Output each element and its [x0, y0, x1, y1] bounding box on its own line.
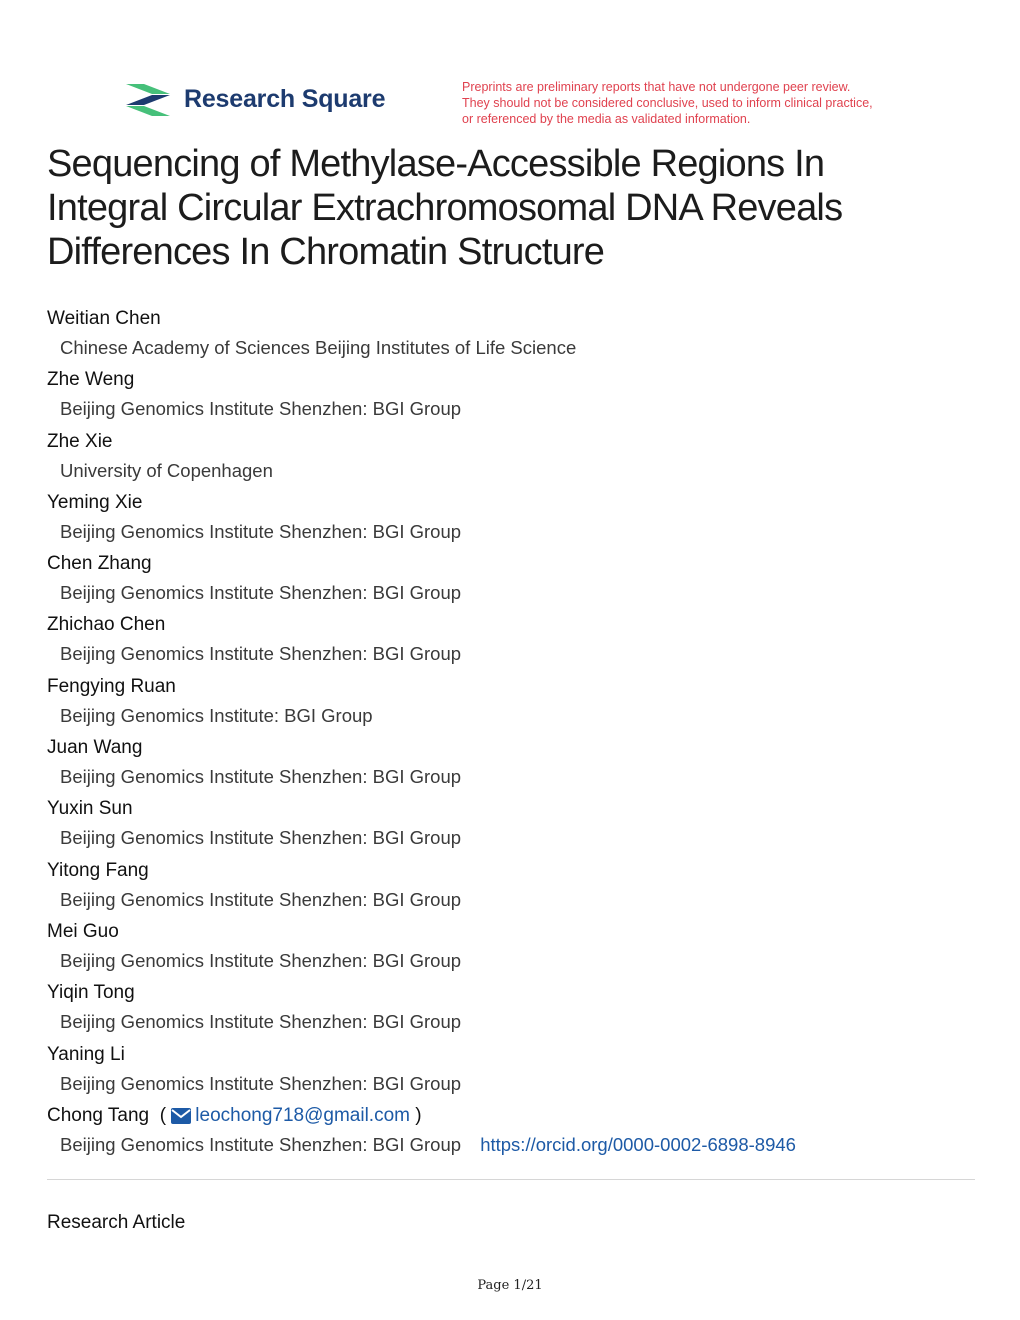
author-name: Zhichao Chen [47, 614, 166, 636]
author-name: Yuxin Sun [47, 798, 133, 820]
author-affiliation: Beijing Genomics Institute Shenzhen: BGI Group [60, 1072, 462, 1094]
author-name: Yaning Li [47, 1043, 125, 1065]
disclaimer-line: Preprints are preliminary reports that have not undergone peer review. [462, 80, 851, 94]
author-list [47, 306, 977, 1164]
author-entry [47, 612, 977, 673]
preprint-disclaimer [462, 79, 932, 127]
author-entry [47, 735, 977, 796]
author-name: Juan Wang [47, 737, 143, 759]
author-name: Weitian Chen [47, 308, 161, 329]
author-entry [47, 674, 977, 735]
title-line: Integral Circular Extrachromosomal DNA Reveals [47, 187, 843, 229]
corresponding-author-entry [47, 1103, 977, 1164]
author-email-link[interactable] [171, 1105, 415, 1126]
research-square-logo-icon [124, 82, 172, 116]
author-affiliation: Beijing Genomics Institute Shenzhen: BGI Group [60, 520, 462, 542]
close-paren: ) [415, 1104, 422, 1126]
title-line: Differences In Chromatin Structure [47, 231, 605, 273]
author-name: Yiqin Tong [47, 982, 135, 1004]
author-name: Yeming Xie [47, 491, 143, 513]
author-entry [47, 919, 977, 980]
disclaimer-line: They should not be considered conclusive, used to inform clinical practice, [462, 96, 873, 110]
author-entry [47, 551, 977, 612]
author-affiliation: Beijing Genomics Institute: BGI Group [60, 704, 373, 726]
author-entry [47, 858, 977, 919]
orcid-link[interactable]: https://orcid.org/0000-0002-6898-8946 [480, 1133, 796, 1155]
logo-text: Research Square [184, 84, 386, 113]
author-name: Fengying Ruan [47, 675, 176, 697]
page-number: Page 1/21 [477, 1278, 543, 1293]
author-affiliation: Beijing Genomics Institute Shenzhen: BGI Group [60, 949, 462, 971]
section-divider [47, 1179, 975, 1180]
author-affiliation-row [47, 1129, 977, 1161]
author-entry [47, 1042, 977, 1103]
author-affiliation: Beijing Genomics Institute Shenzhen: BGI Group [60, 582, 462, 604]
author-name [47, 1103, 977, 1129]
author-affiliation: Beijing Genomics Institute Shenzhen: BGI Group [60, 1133, 462, 1155]
page-header [0, 0, 1020, 140]
author-name: Zhe Xie [47, 430, 113, 452]
disclaimer-line: or referenced by the media as validated information. [462, 112, 751, 126]
author-affiliation: Beijing Genomics Institute Shenzhen: BGI Group [60, 766, 462, 788]
author-affiliation: Beijing Genomics Institute Shenzhen: BGI Group [60, 888, 462, 910]
author-entry [47, 796, 977, 857]
author-affiliation: Beijing Genomics Institute Shenzhen: BGI Group [60, 1011, 462, 1033]
article-title [47, 142, 977, 274]
title-line: Sequencing of Methylase-Accessible Regions In [47, 143, 825, 185]
author-name: Yitong Fang [47, 859, 149, 881]
envelope-icon [171, 1108, 191, 1124]
author-name: Zhe Weng [47, 369, 135, 391]
author-entry [47, 306, 977, 367]
author-name: Chen Zhang [47, 553, 152, 575]
author-affiliation: Beijing Genomics Institute Shenzhen: BGI Group [60, 827, 462, 849]
author-entry [47, 490, 977, 551]
author-entry [47, 429, 977, 490]
corresponding-author-name: Chong Tang [47, 1104, 150, 1126]
open-paren: ( [159, 1104, 167, 1126]
author-entry [47, 367, 977, 428]
article-type: Research Article [47, 1212, 186, 1233]
author-affiliation: Chinese Academy of Sciences Beijing Institutes of Life Science [60, 337, 577, 358]
author-entry [47, 980, 977, 1041]
author-email: leochong718@gmail.com [195, 1104, 410, 1126]
author-affiliation: Beijing Genomics Institute Shenzhen: BGI Group [60, 643, 462, 665]
research-square-logo[interactable] [124, 82, 385, 116]
author-name: Mei Guo [47, 920, 119, 942]
author-affiliation: Beijing Genomics Institute Shenzhen: BGI Group [60, 398, 462, 420]
author-affiliation: University of Copenhagen [60, 459, 273, 481]
